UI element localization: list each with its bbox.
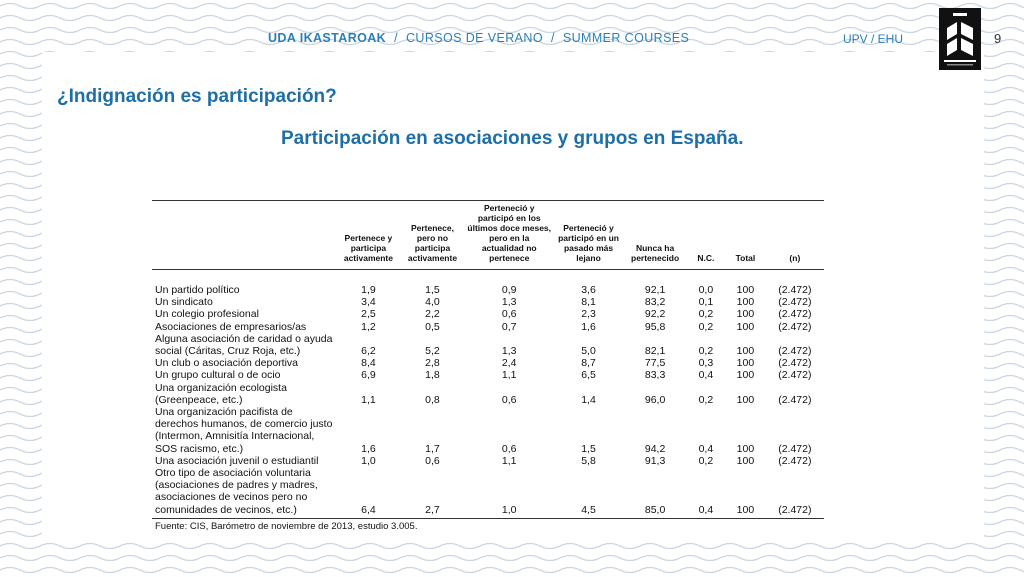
table-cell: (2.472) <box>778 442 812 455</box>
table-cell: 8,1 <box>581 296 596 309</box>
table-cell: 91,3 <box>644 454 666 467</box>
table-cell: 3,6 <box>581 284 596 296</box>
table-cell: 0,1 <box>698 296 714 309</box>
table-row <box>152 296 824 308</box>
table-cell: (2.472) <box>766 467 824 518</box>
header-breadcrumb <box>268 31 689 45</box>
table-cell: 1,3 <box>501 345 517 358</box>
table-cell: 1,0 <box>361 454 376 467</box>
table-cell: 4,5 <box>553 467 623 518</box>
table-cell: 2,8 <box>425 357 440 370</box>
table-cell: 0,6 <box>425 454 440 467</box>
table-cell: 1,5 <box>425 284 440 296</box>
table-cell: 1,3 <box>501 296 517 309</box>
table-cell: 6,9 <box>361 369 376 382</box>
table-cell: 8,4 <box>361 357 376 370</box>
row-label: Una organización pacifista de derechos humanos, de comercio justo (Intermon, Amnisitía Internacional, SOS racismo, etc.) <box>155 406 333 455</box>
row-label: Asociaciones de empresarios/as <box>155 320 307 333</box>
table-cell: 0,3 <box>698 357 714 370</box>
table-cell: 100 <box>725 467 766 518</box>
table-cell: 0,4 <box>687 467 726 518</box>
table-cell: (2.472) <box>778 454 812 467</box>
table-cell: 2,5 <box>361 308 376 321</box>
table-cell: 100 <box>736 345 755 358</box>
table-cell: 0,2 <box>698 320 714 333</box>
table-cell: 100 <box>736 308 755 321</box>
header-separator: / <box>550 31 555 45</box>
table-row <box>152 467 824 518</box>
participation-table <box>152 200 824 519</box>
table-row <box>152 455 824 467</box>
row-label: Un sindicato <box>155 296 213 309</box>
table-cell: 1,5 <box>581 442 596 455</box>
table-row <box>152 270 824 297</box>
table-cell: 6,5 <box>581 369 596 382</box>
table-cell: (2.472) <box>778 296 812 309</box>
column-header: Total <box>725 201 766 270</box>
table-cell: 0,2 <box>698 393 714 406</box>
table-cell: (2.472) <box>778 308 812 321</box>
table-cell: 6,4 <box>337 467 400 518</box>
table-cell: 1,1 <box>361 393 376 406</box>
table-cell: 77,5 <box>644 357 666 370</box>
column-header: (n) <box>766 201 824 270</box>
table-cell: 100 <box>736 393 755 406</box>
header-courses-es: CURSOS DE VERANO <box>405 31 543 45</box>
table-cell: 1,2 <box>361 320 376 333</box>
table-cell: 5,8 <box>581 454 596 467</box>
table-cell: 96,0 <box>644 393 666 406</box>
column-header: Pertenece y participa activamente <box>337 201 400 270</box>
data-table-container <box>152 200 824 532</box>
table-cell: 100 <box>736 357 755 370</box>
table-cell: 0,6 <box>501 442 517 455</box>
table-cell: 1,4 <box>581 393 596 406</box>
table-cell: 0,2 <box>698 308 714 321</box>
table-row <box>152 382 824 406</box>
table-cell: 0,5 <box>425 320 440 333</box>
table-cell: 5,2 <box>425 345 440 358</box>
row-label: Una asociación juvenil o estudiantil <box>155 454 319 467</box>
table-cell: 1,1 <box>501 369 517 382</box>
slide-title: ¿Indignación es participación? <box>57 86 337 107</box>
table-cell: 1,7 <box>425 442 440 455</box>
table-cell: 5,0 <box>581 345 596 358</box>
row-label: Un partido político <box>155 284 240 296</box>
table-cell: (2.472) <box>778 320 812 333</box>
table-cell: 85,0 <box>624 467 687 518</box>
table-cell: 0,0 <box>698 284 714 296</box>
table-cell: 1,6 <box>581 320 596 333</box>
row-label: Otro tipo de asociación voluntaria (asociaciones de padres y madres, asociaciones de vecinos pero no comunidades de vecinos, etc.) <box>152 467 337 518</box>
table-row <box>152 333 824 357</box>
table-cell: (2.472) <box>778 393 812 406</box>
table-cell: 0,6 <box>501 393 517 406</box>
header-org: UDA IKASTAROAK <box>268 31 387 45</box>
header-courses-en: SUMMER COURSES <box>562 31 690 45</box>
table-cell: 83,2 <box>644 296 666 309</box>
table-cell: 82,1 <box>644 345 666 358</box>
table-cell: 1,8 <box>425 369 440 382</box>
table-cell: 100 <box>736 369 755 382</box>
table-cell: 92,2 <box>644 308 666 321</box>
table-cell: 100 <box>736 442 755 455</box>
table-cell: 1,0 <box>465 467 554 518</box>
table-cell: 3,4 <box>361 296 376 309</box>
column-header: Perteneció y participó en los últimos doce meses, pero en la actualidad no pertenece <box>465 201 554 270</box>
table-cell: 2,2 <box>425 308 440 321</box>
table-source: Fuente: CIS, Barómetro de noviembre de 2013, estudio 3.005. <box>155 520 418 532</box>
table-header-row <box>152 201 824 270</box>
row-label: Un colegio profesional <box>155 308 259 321</box>
column-header <box>152 201 337 270</box>
slide-subtitle: Participación en asociaciones y grupos en España. <box>281 128 744 149</box>
table-cell: 8,7 <box>581 357 596 370</box>
table-cell: 2,7 <box>400 467 465 518</box>
header-university: UPV / EHU <box>843 32 904 46</box>
slide-header <box>0 0 1024 52</box>
column-header: Nunca ha pertenecido <box>624 201 687 270</box>
page-number: 9 <box>994 31 1002 46</box>
table-cell: 94,2 <box>644 442 666 455</box>
table-cell: 0,4 <box>698 369 714 382</box>
table-cell: 6,2 <box>361 345 376 358</box>
column-header: Perteneció y participó en un pasado más lejano <box>553 201 623 270</box>
column-header: Pertenece, pero no participa activamente <box>400 201 465 270</box>
table-cell: 0,9 <box>501 284 517 296</box>
table-cell: 0,2 <box>698 345 714 358</box>
table-cell: (2.472) <box>778 369 812 382</box>
table-cell: 0,6 <box>501 308 517 321</box>
university-logo <box>939 8 981 70</box>
table-cell: (2.472) <box>778 345 812 358</box>
table-cell: 92,1 <box>644 284 666 296</box>
table-cell: 100 <box>736 284 755 296</box>
row-label: Un club o asociación deportiva <box>155 357 299 370</box>
table-row <box>152 357 824 369</box>
table-cell: 0,2 <box>698 454 714 467</box>
column-header: N.C. <box>687 201 726 270</box>
table-cell: 2,3 <box>581 308 596 321</box>
table-cell: 0,7 <box>501 320 517 333</box>
table-cell: 0,4 <box>698 442 714 455</box>
row-label: Un grupo cultural o de ocio <box>155 369 281 382</box>
header-separator: / <box>394 31 398 45</box>
table-cell: 0,8 <box>425 393 440 406</box>
table-row <box>152 321 824 333</box>
table-cell: 100 <box>736 454 755 467</box>
table-row <box>152 369 824 381</box>
table-cell: 4,0 <box>425 296 440 309</box>
table-cell: 1,1 <box>501 454 517 467</box>
table-cell: (2.472) <box>778 357 812 370</box>
row-label: Una organización ecologista (Greenpeace, etc.) <box>155 381 287 406</box>
row-label: Alguna asociación de caridad o ayuda social (Cáritas, Cruz Roja, etc.) <box>155 332 333 358</box>
table-row <box>152 406 824 455</box>
table-cell: 100 <box>736 320 755 333</box>
table-cell: 95,8 <box>644 320 666 333</box>
table-cell: 83,3 <box>644 369 666 382</box>
table-cell: 100 <box>736 296 755 309</box>
table-cell: 2,4 <box>501 357 517 370</box>
table-cell: 1,6 <box>361 442 376 455</box>
table-cell: (2.472) <box>778 284 812 296</box>
table-cell: 1,9 <box>361 284 376 296</box>
table-row <box>152 308 824 320</box>
